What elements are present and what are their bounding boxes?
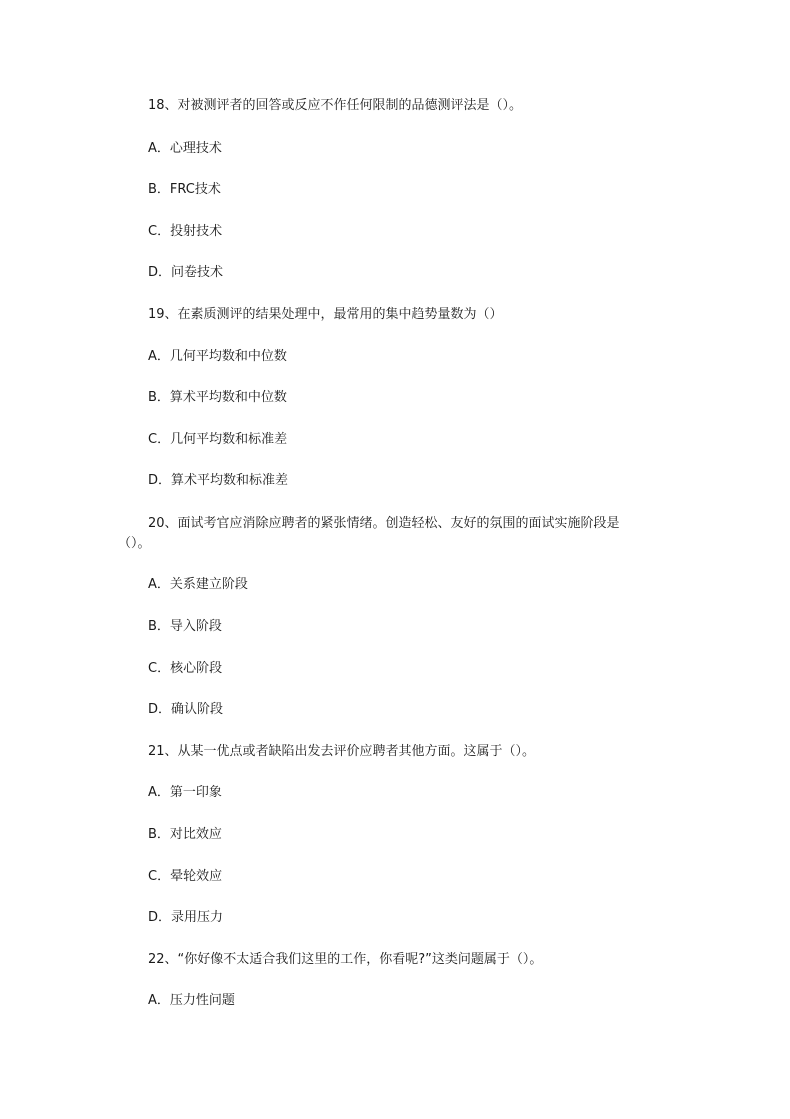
- question-20-option-b: B．导入阶段: [148, 619, 222, 634]
- question-20-option-a: A．关系建立阶段: [148, 577, 248, 592]
- question-18-stem: 18、对被测评者的回答或反应不作任何限制的品德测评法是（）。: [148, 98, 523, 113]
- question-21-option-c: C．晕轮效应: [148, 869, 223, 884]
- question-20-option-c: C．核心阶段: [148, 661, 223, 676]
- question-19-option-a: A．几何平均数和中位数: [148, 349, 287, 364]
- question-20-option-d: D．确认阶段: [148, 702, 224, 717]
- question-19-option-d: D．算术平均数和标准差: [148, 473, 289, 488]
- question-20-stem-line2: （）。: [118, 536, 151, 551]
- question-21-option-b: B．对比效应: [148, 827, 222, 842]
- question-21-option-d: D．录用压力: [148, 910, 224, 925]
- question-22-stem: 22、“你好像不太适合我们这里的工作，你看呢?”这类问题属于（）。: [148, 952, 543, 967]
- question-21-stem: 21、从某一优点或者缺陷出发去评价应聘者其他方面。这属于（）。: [148, 744, 536, 759]
- question-19-option-c: C．几何平均数和标准差: [148, 432, 288, 447]
- question-18-option-b: B．FRC技术: [148, 182, 221, 197]
- question-18-option-a: A．心理技术: [148, 141, 222, 156]
- question-22-option-a: A．压力性问题: [148, 993, 235, 1008]
- question-18-option-c: C．投射技术: [148, 224, 223, 239]
- question-19-stem: 19、在素质测评的结果处理中，最常用的集中趋势量数为（）: [148, 307, 503, 322]
- question-21-option-a: A．第一印象: [148, 785, 222, 800]
- question-18-option-d: D．问卷技术: [148, 265, 224, 280]
- question-20-stem-line1: 20、面试考官应消除应聘者的紧张情绪。创造轻松、友好的氛围的面试实施阶段是: [148, 516, 620, 531]
- question-19-option-b: B．算术平均数和中位数: [148, 390, 287, 405]
